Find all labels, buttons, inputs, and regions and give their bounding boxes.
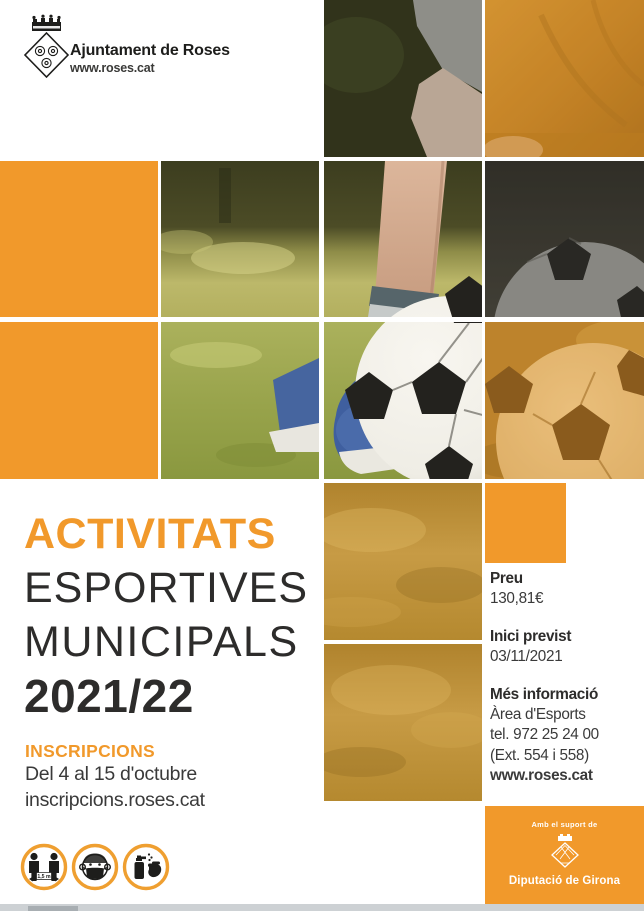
more-info-group — [490, 685, 642, 787]
price-group — [490, 569, 642, 610]
support-heading: Amb el suport de — [531, 820, 598, 829]
orange-square-row3 — [0, 322, 158, 479]
photo-tile-r3c2 — [161, 322, 319, 479]
municipality-url: www.roses.cat — [70, 61, 155, 75]
covid-icons-row — [20, 843, 170, 891]
face-mask-icon — [71, 843, 119, 891]
inscriptions-heading: INSCRIPCIONS — [25, 741, 156, 761]
municipality-name: Ajuntament de Roses — [70, 42, 230, 59]
distance-label: 1,5 m — [37, 873, 51, 880]
crest-icon — [20, 13, 72, 79]
support-box — [485, 806, 644, 904]
inscriptions-dates: Del 4 al 15 d'octubre — [25, 763, 197, 785]
orange-square-row2 — [0, 161, 158, 317]
start-date-label: Inici previst — [490, 627, 572, 645]
hand-sanitizer-icon — [122, 843, 170, 891]
start-date-value: 03/11/2021 — [490, 648, 563, 666]
title-line-3: MUNICIPALS — [24, 618, 299, 666]
more-info-line: (Ext. 554 i 558) — [490, 746, 589, 764]
diputacio-crest-icon — [548, 832, 582, 868]
title-line-1: ACTIVITATS — [24, 510, 276, 558]
photo-tile-r5c3 — [316, 644, 491, 801]
photo-tile-r1c4 — [483, 0, 644, 164]
inscriptions-url: inscripcions.roses.cat — [25, 789, 205, 811]
photo-tile-r1c3 — [308, 0, 482, 157]
more-info-line: Àrea d'Esports — [490, 706, 586, 724]
info-column — [490, 569, 642, 787]
price-value: 130,81€ — [490, 590, 544, 608]
photo-tile-r4c3 — [301, 483, 486, 640]
title-line-4-season: 2021/22 — [24, 670, 194, 722]
support-name: Diputació de Girona — [508, 875, 621, 887]
orange-square-small — [485, 483, 566, 563]
more-info-label: Més informació — [490, 685, 599, 703]
more-info-line: tel. 972 25 24 00 — [490, 726, 599, 744]
social-distance-icon — [20, 843, 68, 891]
bottom-edge-bar — [0, 904, 644, 911]
price-label: Preu — [490, 570, 523, 587]
more-info-url: www.roses.cat — [490, 767, 593, 785]
bottom-edge-bar-dark — [28, 906, 78, 911]
roses-coat-of-arms — [20, 13, 72, 79]
title-line-2: ESPORTIVES — [24, 564, 309, 612]
photo-tile-r2c2 — [161, 161, 319, 317]
start-date-group — [490, 627, 642, 668]
